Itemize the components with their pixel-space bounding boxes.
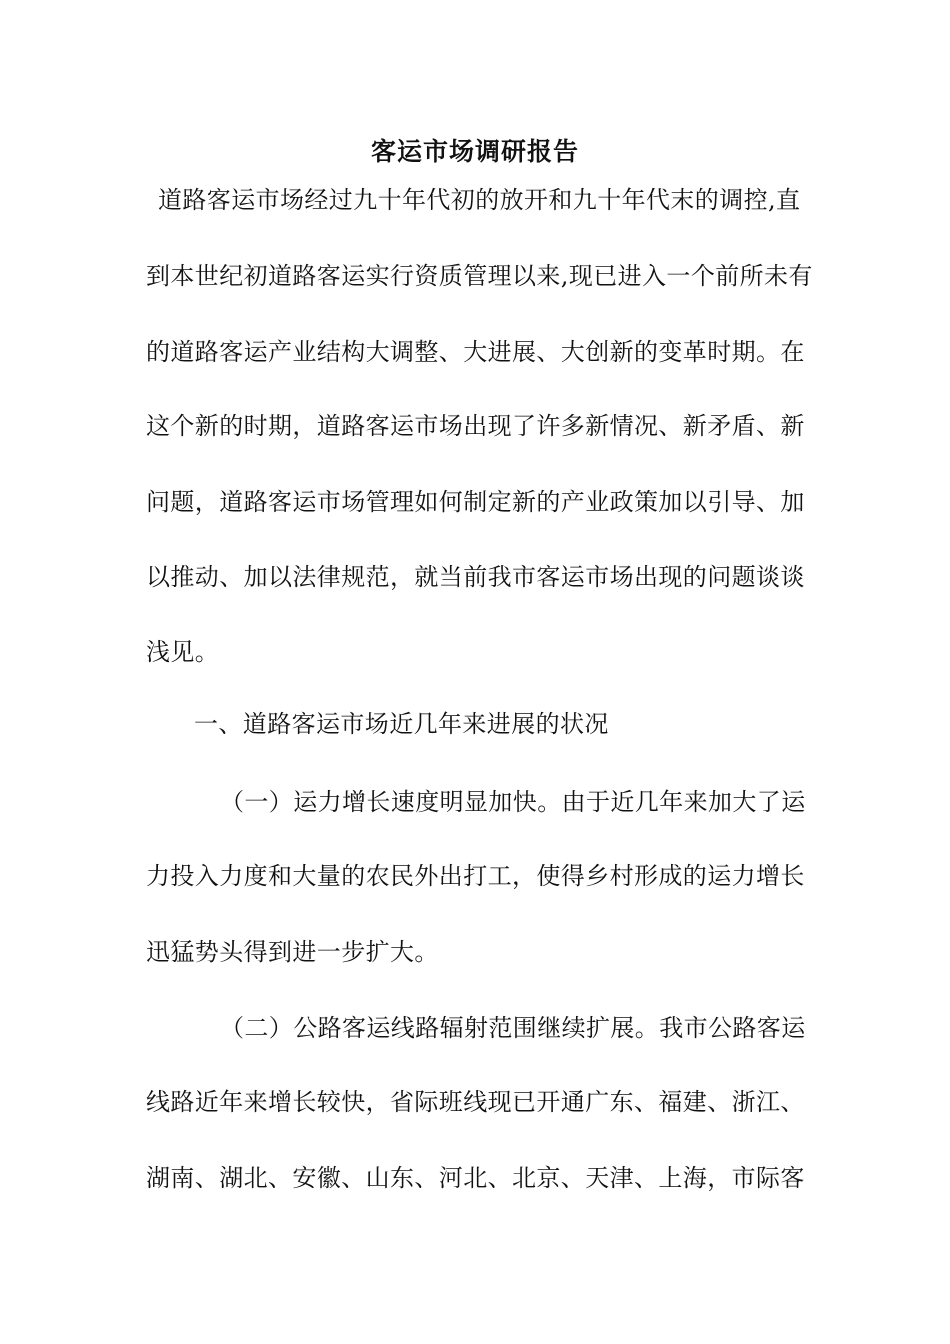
paragraph-line: 浅见。 [146,638,220,666]
paragraph-line: 以推动、加以法律规范，就当前我市客运市场出现的问题谈谈 [146,563,805,591]
paragraph-line: 湖南、湖北、安徽、山东、河北、北京、天津、上海，市际客 [146,1164,805,1192]
paragraph-line: 这个新的时期，道路客运市场出现了许多新情况、新矛盾、新 [146,412,805,440]
paragraph-line: 力投入力度和大量的农民外出打工，使得乡村形成的运力增长 [146,862,805,890]
paragraph-line: 迅猛势头得到进一步扩大。 [146,938,439,966]
paragraph-line: （一）运力增长速度明显加快。由于近几年来加大了运 [220,788,806,816]
document-title: 客运市场调研报告 [370,137,579,166]
paragraph-line: （二）公路客运线路辐射范围继续扩展。我市公路客运 [220,1014,806,1042]
section-heading: 一、道路客运市场近几年来进展的状况 [194,710,609,738]
paragraph-line: 道路客运市场经过九十年代初的放开和九十年代末的调控,直 [158,186,801,214]
paragraph-line: 到本世纪初道路客运实行资质管理以来,现已进入一个前所未有 [146,262,813,290]
paragraph-line: 线路近年来增长较快，省际班线现已开通广东、福建、浙江、 [146,1088,805,1116]
paragraph-line: 问题，道路客运市场管理如何制定新的产业政策加以引导、加 [146,488,805,516]
paragraph-line: 的道路客运产业结构大调整、大进展、大创新的变革时期。在 [146,338,805,366]
